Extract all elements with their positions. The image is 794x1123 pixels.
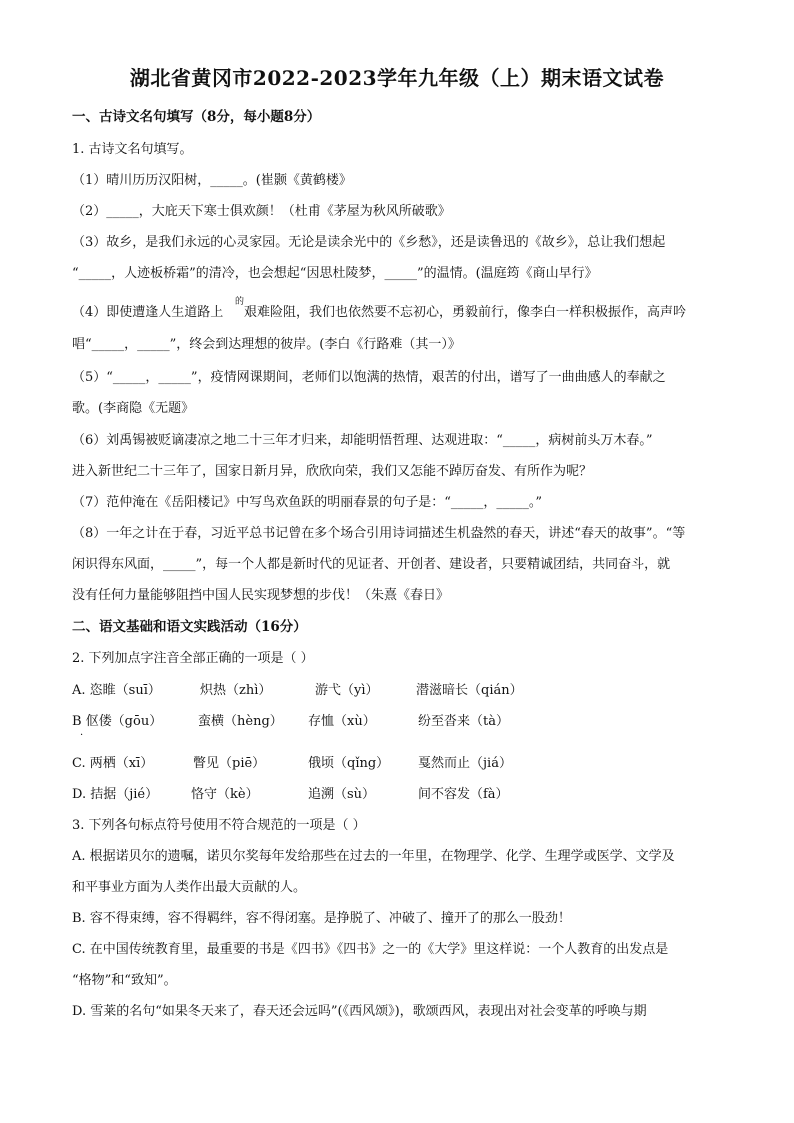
q1-item-1: （1）晴川历历汉阳树，_____。(崔颢《黄鹤楼》 — [72, 173, 352, 188]
exam-title: 湖北省黄冈市2022-2023学年九年级（上）期末语文试卷 — [129, 66, 665, 90]
q2-d-2: 恪守（kè） — [191, 787, 259, 802]
q1-item-5-line-2: 歌。(李商隐《无题》 — [72, 401, 195, 416]
q1-item-6-line-1: （6）刘禹锡被贬谪凄凉之地二十三年才归来，却能明悟哲理、达观进取：“_____，病树前头万木春。” — [72, 433, 653, 448]
q2-c-1: C. 两栖（xī） — [72, 756, 154, 771]
q2-a-1: A. 恣睢（suī） — [72, 683, 161, 698]
q2-b-1: B 伛偻（gōu） — [72, 714, 163, 729]
emphasis-dot: · — [80, 730, 84, 741]
question-1-stem: 1. 古诗文名句填写。 — [72, 142, 193, 157]
q2-c-4: 戛然而止（jiá） — [418, 756, 512, 771]
q1-item-4-line-1b: 艰难险阻，我们也依然要不忘初心，勇毅前行，像李白一样积极振作，高声吟 — [244, 305, 687, 320]
q2-d-4: 间不容发（fà） — [418, 787, 509, 802]
q2-d-3: 追溯（sù） — [308, 787, 376, 802]
q1-item-8-line-1: （8）一年之计在于春，习近平总书记曾在多个场合引用诗词描述生机盎然的春天，讲述“春天的故事”。“等 — [72, 526, 686, 541]
q2-a-4: 潜滋暗长（qián） — [416, 683, 523, 698]
q2-a-2: 炽热（zhì） — [200, 683, 272, 698]
q3-option-a-line-1: A. 根据诺贝尔的遗嘱，诺贝尔奖每年发给那些在过去的一年里，在物理学、化学、生理学或医学、文学及 — [72, 849, 675, 864]
q1-item-8-line-2: 闲识得东风面，_____”，每一个人都是新时代的见证者、开创者、建设者，只要精诚团结，共同奋斗，就 — [72, 557, 671, 572]
q1-item-5-line-1: （5）“_____，_____”，疫情网课期间，老师们以饱满的热情，艰苦的付出，谱写了一曲曲感人的奉献之 — [72, 370, 666, 385]
q3-option-c-line-2: “格物”和“致知”。 — [72, 973, 177, 988]
q1-item-3-line-1: （3）故乡，是我们永远的心灵家园。无论是读余光中的《乡愁》，还是读鲁迅的《故乡》，总让我们想起 — [72, 235, 666, 250]
superscript-de: 的 — [235, 297, 245, 307]
q2-b-2: 蛮横（hèng） — [198, 714, 283, 729]
section-1-heading: 一、古诗文名句填写（8分，每小题8分） — [72, 109, 321, 125]
q1-item-2: （2）_____，大庇天下寒士俱欢颜！（杜甫《茅屋为秋风所破歌》 — [72, 204, 451, 219]
q1-item-4-line-1a: （4）即使遭逢人生道路上 — [72, 305, 224, 320]
q2-c-2: 瞥见（piē） — [193, 756, 266, 771]
q3-option-d-line-1: D. 雪莱的名句“如果冬天来了，春天还会远吗”(《西风颂》)，歌颂西风，表现出对社会变革的呼唤与期 — [72, 1004, 647, 1019]
q2-d-1: D. 拮据（jié） — [72, 787, 159, 802]
q3-option-b: B. 容不得束缚，容不得羁绊，容不得闭塞。是挣脱了、冲破了、撞开了的那么一股劲！ — [72, 911, 571, 926]
q3-option-a-line-2: 和平事业方面为人类作出最大贡献的人。 — [72, 880, 307, 895]
q2-c-3: 俄顷（qǐng） — [308, 756, 390, 771]
question-2-stem: 2. 下列加点字注音全部正确的一项是（ ） — [72, 651, 314, 666]
q2-b-3: 存恤（xù） — [308, 714, 376, 729]
q1-item-3-line-2: “_____，人迹板桥霜”的清冷，也会想起“因思杜陵梦，_____”的温情。(温庭筠《商山早行》 — [72, 266, 598, 281]
q1-item-4-line-2: 唱“_____，_____”，终会到达理想的彼岸。(李白《行路难（其一）》 — [72, 337, 461, 352]
q3-option-c-line-1: C. 在中国传统教育里，最重要的书是《四书》《四书》之一的《大学》里这样说：一个人教育的出发点是 — [72, 942, 669, 957]
q2-b-4: 纷至沓来（tà） — [418, 714, 509, 729]
q2-a-3: 游弋（yì） — [315, 683, 379, 698]
question-3-stem: 3. 下列各句标点符号使用不符合规范的一项是（ ） — [72, 818, 366, 833]
q1-item-6-line-2: 进入新世纪二十三年了，国家日新月异，欣欣向荣，我们又怎能不踔厉奋发、有所作为呢？ — [72, 464, 593, 479]
q1-item-7: （7）范仲淹在《岳阳楼记》中写鸟欢鱼跃的明丽春景的句子是：“_____，_____。” — [72, 495, 543, 510]
q1-item-8-line-3: 没有任何力量能够阻挡中国人民实现梦想的步伐！（朱熹《春日》 — [72, 588, 450, 603]
section-2-heading: 二、语文基础和语文实践活动（16分） — [72, 619, 307, 635]
